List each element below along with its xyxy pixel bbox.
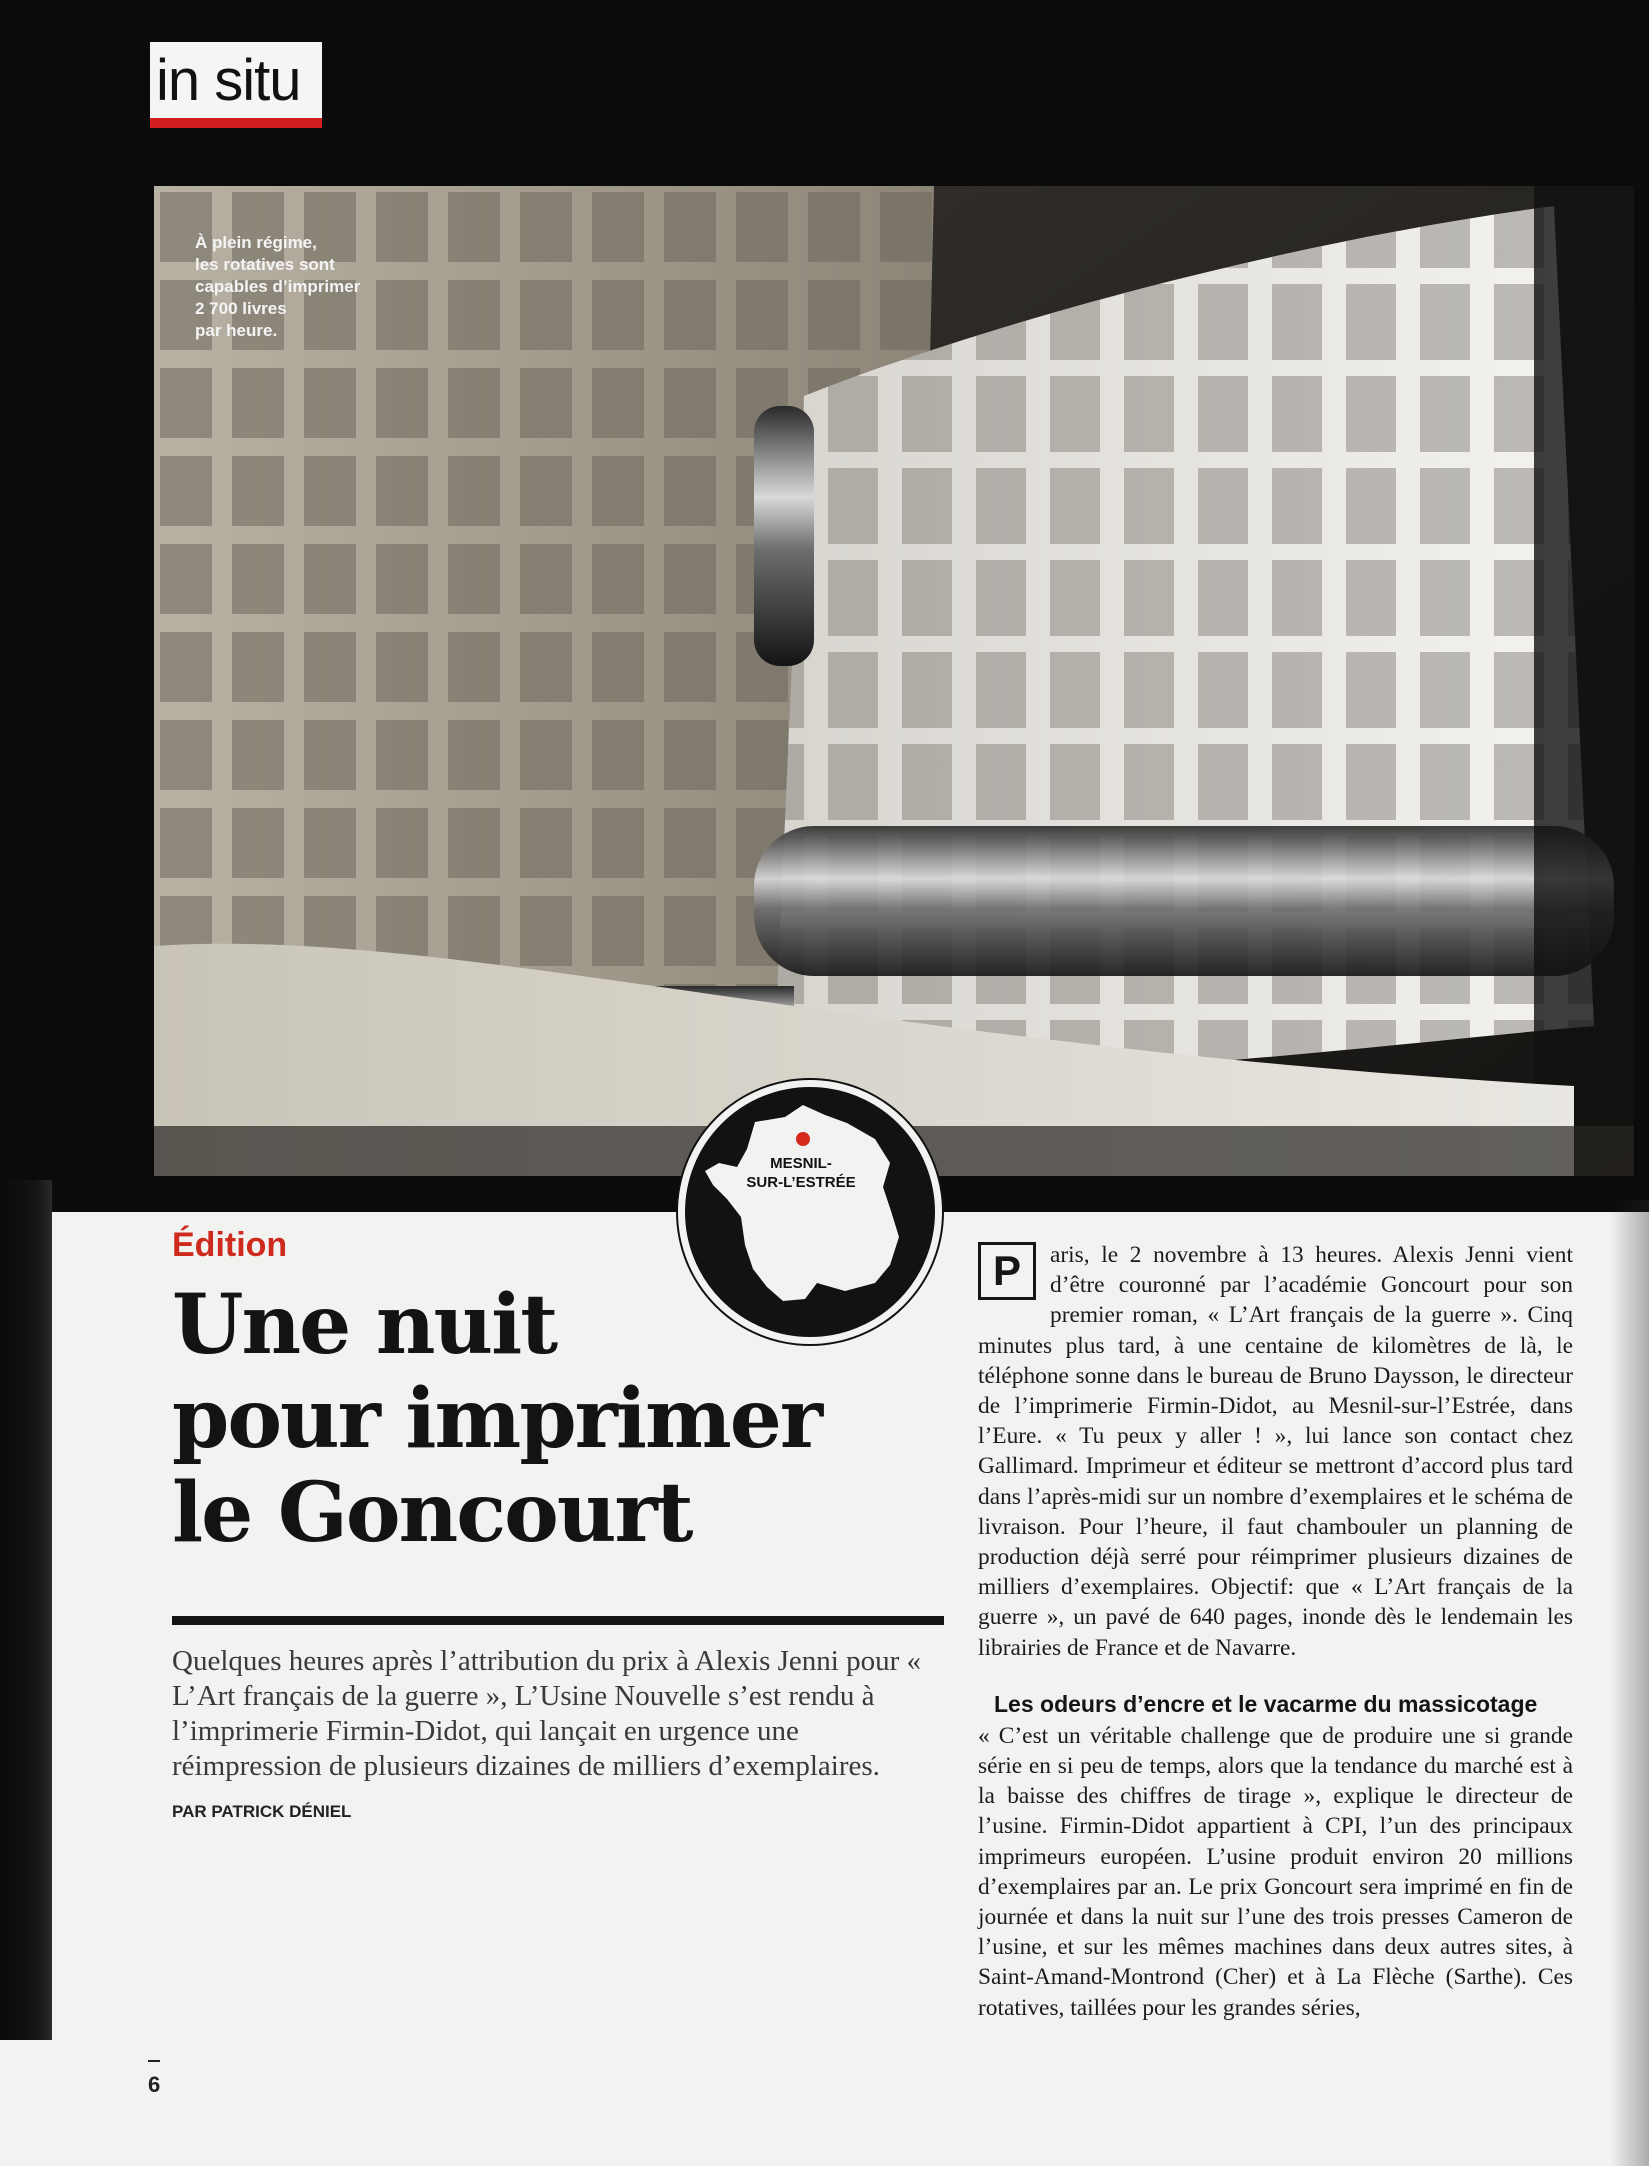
article-headline <box>172 1278 932 1560</box>
article-subhead: Les odeurs d’encre et le vacarme du massicotage <box>994 1690 1538 1717</box>
caption-line: par heure. <box>195 321 278 340</box>
section-kicker: Édition <box>172 1226 288 1264</box>
drop-cap: P <box>978 1242 1036 1300</box>
article-body <box>978 1240 1573 2023</box>
body-paragraph <box>978 1240 1573 1663</box>
caption-line: À plein régime, <box>195 233 317 252</box>
caption-line: les rotatives sont <box>195 255 335 274</box>
section-rubric: in situ <box>150 42 322 128</box>
caption-line: 2 700 livres <box>195 299 287 318</box>
article-lead: Quelques heures après l’attribution du prix à Alexis Jenni pour « L’Art français de la guerre », L’Usine Nouvelle s’est rendu à l’imprimerie Firmin-Didot, qui lançait en urgence une réimpression de plusieurs dizaines de milliers d’exemplaires. <box>172 1645 922 1782</box>
photo-caption <box>195 232 405 342</box>
headline-line: le Goncourt <box>172 1465 692 1561</box>
headline-line: Une nuit <box>172 1277 557 1373</box>
headline-line: pour imprimer <box>172 1371 822 1467</box>
page-number: 6 <box>148 2072 161 2097</box>
map-marker-icon <box>796 1132 810 1146</box>
map-label-line: MESNIL- <box>770 1155 832 1172</box>
map-location-label <box>741 1154 861 1192</box>
paragraph-text: aris, le 2 novembre à 13 heures. Alexis Jenni vient d’être couronné par l’académie Goncourt pour son premier roman, « L’Art français de la guerre ». Cinq minutes plus tard, à une centaine de kilomètres de là, le téléphone sonne dans le bureau de Bruno Daysson, le directeur de l’imprimerie Firmin-Didot, au Mesnil-sur-l’Estrée, dans l’Eure. « Tu peux y aller ! », lui lance son contact chez Gallimard. Imprimeur et éditeur se mettront d’accord plus tard dans l’après-midi sur un nombre d’exemplaires et le schéma de livraison. Pour l’heure, il faut chambouler un planning de production déjà serré pour réimprimer plusieurs dizaines de milliers d’exemplaires. Objectif: que « L’Art français de la guerre », un pavé de 640 pages, inonde dès le lendemain les librairies de France et de Navarre. <box>978 1242 1573 1661</box>
map-label-line: SUR-L’ESTRÉE <box>746 1174 856 1191</box>
headline-rule <box>172 1616 944 1625</box>
body-paragraph: « C’est un véritable challenge que de produire une si grande série en si peu de temps, alors que la tendance du marché est à la baisse des chiffres de tirage », explique le directeur de l’usine. Firmin-Didot appartient à CPI, l’un des principaux imprimeurs européen. L’usine produit environ 20 millions d’exemplaires par an. Le prix Goncourt sera imprimé en fin de journée et dans la nuit sur l’une des trois presses Cameron de l’usine, et sur les mêmes machines dans deux autres sites, à Saint-Amand-Montrond (Cher) et à La Flèche (Sarthe). Ces rotatives, taillées pour les grandes séries, <box>978 1722 1573 2021</box>
article-byline: PAR PATRICK DÉNIEL <box>172 1802 352 1821</box>
caption-line: capables d’imprimer <box>195 277 361 296</box>
page-edge-shadow <box>0 1180 52 2040</box>
page-edge-shadow-right <box>1610 1200 1649 2166</box>
